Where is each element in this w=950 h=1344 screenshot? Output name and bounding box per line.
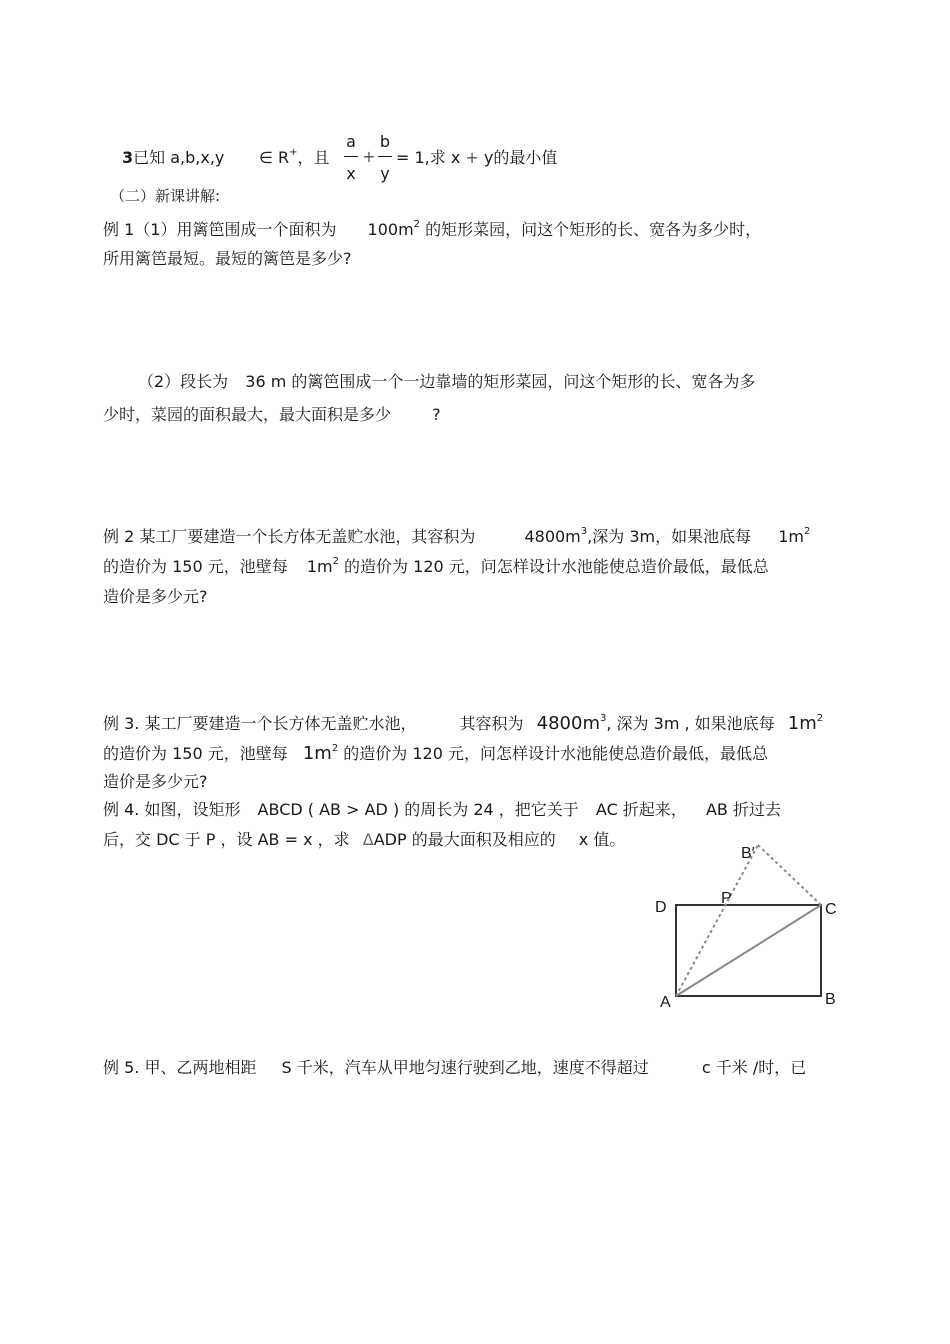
fraction-numerator-a: a <box>346 132 356 151</box>
ex1-part2-line1: （2）段长为 36 m 的篱笆围成一个一边靠墙的矩形菜园，问这个矩形的长、宽各为多 <box>138 372 756 391</box>
triangle-icon: Δ <box>362 830 374 849</box>
ex2-line1: 例 2 某工厂要建造一个长方体无盖贮水池，其容积为 $4800m^3$,深为 3m，如果池底每 $1m^2$ <box>103 526 811 546</box>
ex3-line2: 的造价为 150 元，池壁每 $1m^2$ 的造价为 120 元，问怎样设计水池能使总造价最低，最低总 <box>103 743 768 764</box>
fraction-bar <box>344 156 358 157</box>
label-c: C <box>825 901 837 918</box>
ex5-line1: 例 5. 甲、乙两地相距 S 千米，汽车从甲地匀速行驶到乙地，速度不得超过 c 千米 /时，已 <box>103 1058 807 1077</box>
ex4-line1: 例 4. 如图，设矩形 ABCD ( AB > AD ) 的周长为 24 ，把它关于 AC 折起来， AB 折过去 <box>103 800 781 819</box>
fraction-denominator-x: x <box>346 164 356 183</box>
fraction-denominator-y: y <box>380 164 390 183</box>
ex1-part2-line2: 少时，菜园的面积最大，最大面积是多少 ? <box>103 405 441 424</box>
folded-edge-b-prime-c <box>758 845 821 905</box>
ex4-line2: 后，交 DC 于 P ，设 AB = x ，求 ΔADP 的最大面积及相应的 x 值。 <box>103 830 626 849</box>
ex3-line1: 例 3. 某工厂要建造一个长方体无盖贮水池， 其容积为 $4800m^3$, 深为 3m , 如果池底每 $1m^2$ <box>103 713 824 734</box>
ex3-line3: 造价是多少元? <box>103 772 208 791</box>
problem-3-tail: = 1,求 x + y的最小值 <box>396 148 558 167</box>
set-membership: ∈ R+，且 <box>259 147 330 167</box>
ex2-line2: 的造价为 150 元，池壁每 $1m^2$ 的造价为 120 元，问怎样设计水池能使总造价最低，最低总 <box>103 556 769 576</box>
fraction-bar <box>378 156 392 157</box>
section-heading: （二）新课讲解: <box>110 187 221 205</box>
diagonal-ac <box>676 905 821 996</box>
label-d: D <box>655 899 667 916</box>
label-b: B <box>825 991 836 1008</box>
problem-3-line <box>122 148 224 168</box>
problem-text: 已知 a,b,x,y <box>133 148 225 167</box>
fraction-numerator-b: b <box>379 132 391 151</box>
ex1-line1: 例 1（1）用篱笆围成一个面积为 $100m^2$ 的矩形菜园，问这个矩形的长、宽各为多少时， <box>103 219 762 239</box>
folded-edge-ab-prime <box>676 845 758 996</box>
label-p: P <box>721 890 732 907</box>
ex1-line2: 所用篱笆最短。最短的篱笆是多少? <box>103 249 352 268</box>
label-a: A <box>660 994 671 1011</box>
rectangle-fold-figure <box>640 835 860 1025</box>
problem-number: 3 <box>122 148 134 167</box>
label-b-prime: B′ <box>741 845 755 862</box>
ex2-line3: 造价是多少元? <box>103 587 208 606</box>
plus-sign: + <box>362 147 376 166</box>
